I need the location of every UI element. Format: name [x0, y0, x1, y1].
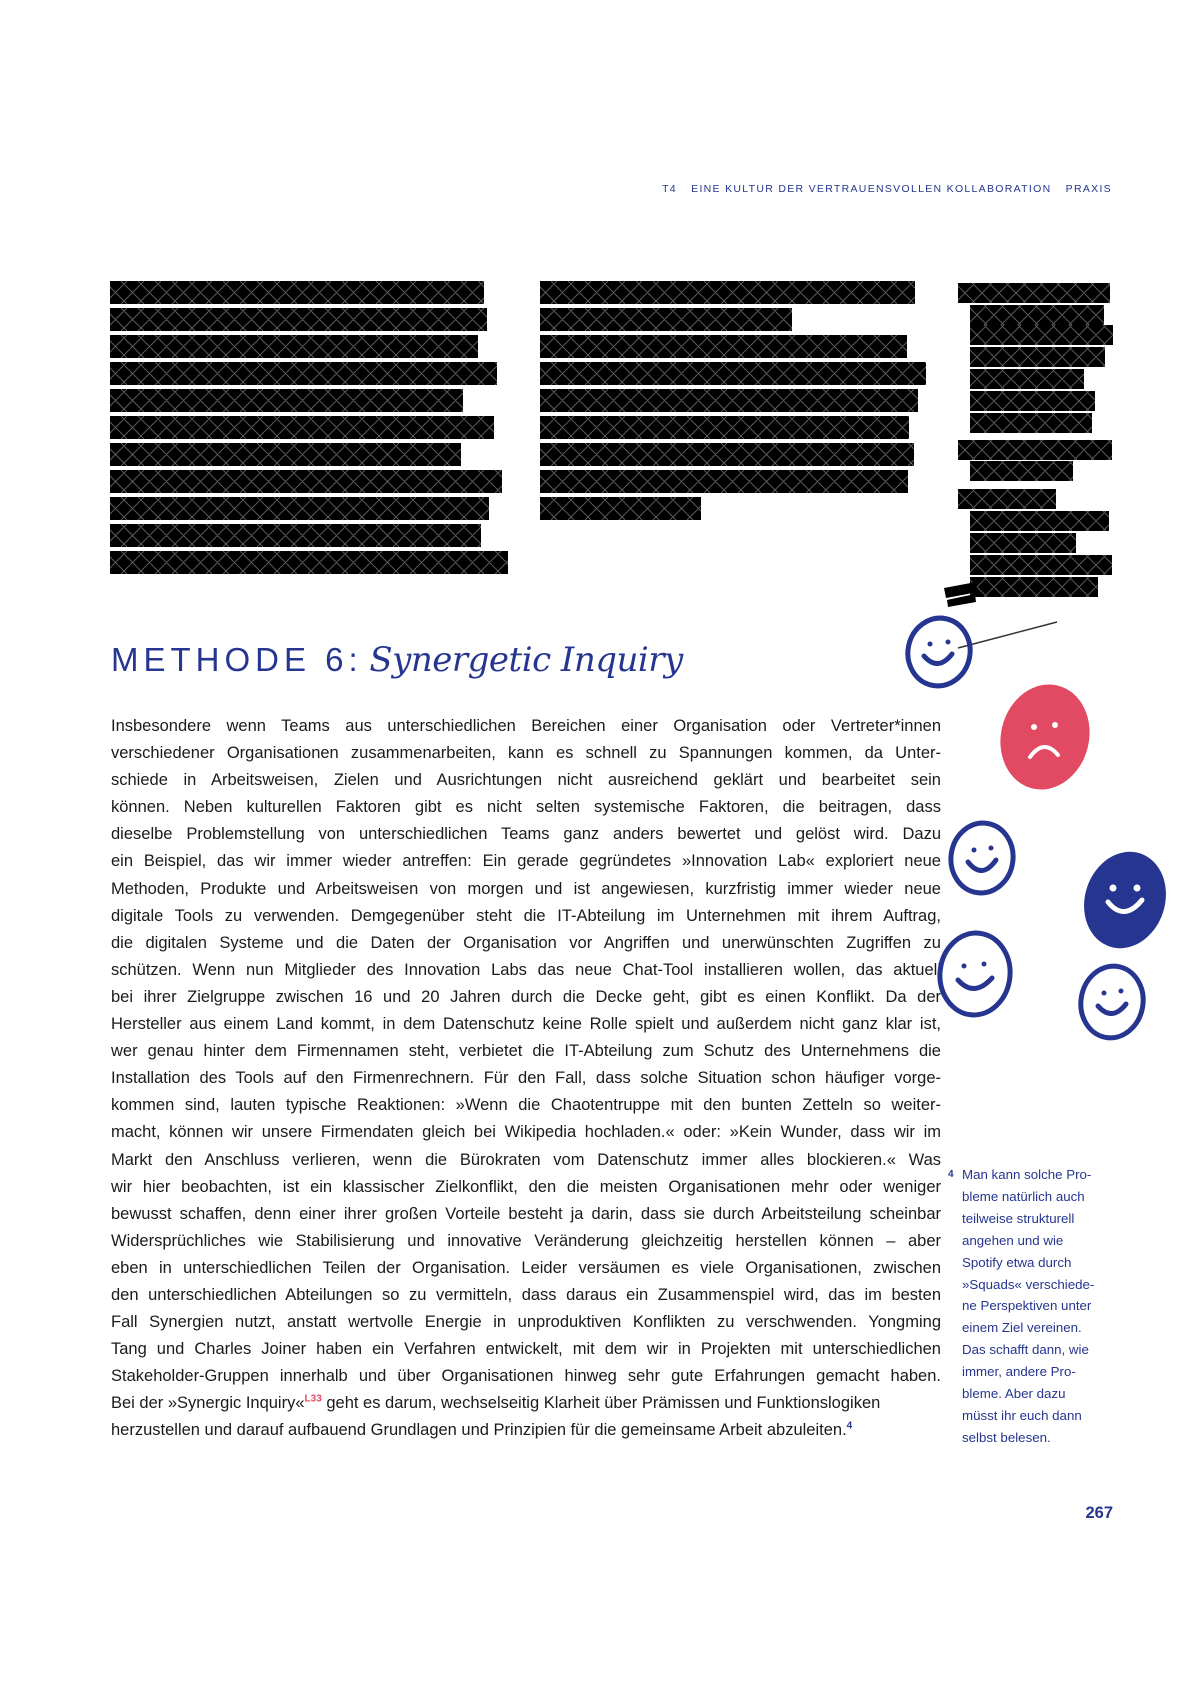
- redaction-bar: [970, 577, 1098, 597]
- redaction-bar: [970, 533, 1076, 553]
- method-heading-name: Synergetic Inquiry: [369, 640, 683, 680]
- body-text-segment: Bei der »Synergic Inquiry«: [111, 1394, 305, 1413]
- pointer-line: [958, 622, 1057, 648]
- redaction-bar: [970, 347, 1105, 367]
- redaction-bar: [970, 391, 1095, 411]
- redaction-bar: [970, 369, 1084, 389]
- smiley-face-icon: [902, 612, 977, 691]
- sidenote-line: immer, andere Pro-: [962, 1364, 1076, 1380]
- redaction-bar: [110, 470, 502, 493]
- body-line: Methoden, Produkte und Arbeitsweisen von morgen und ist angewiesen, kurzfristig immer wieder neue: [111, 879, 941, 898]
- sidenote-line: »Squads« verschiede-: [962, 1276, 1095, 1292]
- sidenote-line: Man kann solche Pro-: [962, 1167, 1092, 1182]
- redaction-bar: [110, 443, 461, 466]
- redaction-bar: [540, 416, 909, 439]
- method-heading: [111, 640, 683, 680]
- redaction-bar: [970, 305, 1104, 325]
- smiley-face-icon: [1075, 961, 1149, 1043]
- body-line: schiede in Arbeitsweisen, Zielen und Ausrichtungen nicht ausreichend geklärt und bearbeitet sein: [111, 771, 941, 790]
- redaction-bar: [110, 308, 487, 331]
- body-line: verschiedener Organisationen zusammenarbeiten, kann es schnell zu Spannungen kommen, da Unter-: [111, 744, 941, 763]
- body-line: Fall Synergien nutzt, anstatt wertvolle Energie in unproduktiven Konflikten zu verschwenden. Yongming: [111, 1313, 941, 1332]
- body-line: Insbesondere wenn Teams aus unterschiedlichen Bereichen einer Organisation oder Vertreter*innen: [111, 717, 941, 735]
- body-line: Stakeholder-Gruppen innerhalb und über Organisationen hinweg sehr gute Erfahrungen gemacht haben.: [111, 1367, 941, 1386]
- body-line: [111, 1417, 941, 1444]
- sidenote: [948, 1164, 1112, 1449]
- body-line: Markt den Anschluss verlieren, wenn die Bürokraten vom Datenschutz immer alles blockieren.« Was: [111, 1150, 941, 1169]
- body-line: Widersprüchliches wie Stabilisierung und innovative Veränderung gleichzeitig herstellen können – aber: [111, 1231, 941, 1250]
- body-paragraph: [111, 713, 941, 1445]
- redaction-bar: [540, 362, 926, 385]
- redaction-bar: [958, 440, 1112, 460]
- section-label: PRAXIS: [1065, 183, 1112, 195]
- redaction-bar: [540, 470, 908, 493]
- redaction-bar: [958, 283, 1110, 303]
- body-line: digitale Tools zu verwenden. Demgegenüber steht die IT-Abteilung im Unternehmen mit ihrem Auftrag,: [111, 906, 941, 925]
- redaction-bar: [110, 389, 463, 412]
- body-text-segment: herzustellen und darauf aufbauend Grundlagen und Prinzipien für die gemeinsame Arbeit abzuleiten.: [111, 1421, 847, 1440]
- body-line: können. Neben kulturellen Faktoren gibt es nicht selten systemische Faktoren, die beitragen, dass: [111, 798, 941, 817]
- redaction-bar: [540, 308, 792, 331]
- page-number: 267: [1085, 1504, 1113, 1522]
- redaction-bar: [110, 416, 494, 439]
- redaction-bar: [958, 489, 1056, 509]
- redaction-bar: [540, 497, 701, 520]
- sidenote-line: einem Ziel vereinen.: [962, 1320, 1082, 1336]
- method-heading-prefix: METHODE 6:: [111, 641, 363, 678]
- redaction-bar: [110, 281, 484, 304]
- sidenote-line: Spotify etwa durch: [962, 1254, 1072, 1270]
- body-line: Tang und Charles Joiner haben ein Verfahren entwickelt, mit dem wir in Projekten mit unterschiedlichen: [111, 1340, 941, 1359]
- body-line: bewusst schaffen, denn einer ihrer großen Vorteile besteht ja darin, dass sie durch Arbeitsteilung scheinbar: [111, 1204, 941, 1223]
- body-line: bei ihrer Zielgruppe zwischen 16 und 20 Jahren durch die Decke geht, gibt es einen Konflikt. Da der: [111, 987, 941, 1006]
- body-line: den unterschiedlichen Abteilungen so zu vermitteln, dass daraus ein Zusammenspiel wird, das im besten: [111, 1285, 941, 1304]
- body-line: Hersteller aus einem Land kommt, in dem Datenschutz keine Rolle spielt und außerdem nicht ganz klar ist,: [111, 1015, 941, 1034]
- redaction-bar: [110, 362, 497, 385]
- redaction-bar: [540, 443, 914, 466]
- citation-marker[interactable]: L33: [304, 1393, 322, 1405]
- body-line: eben in unterschiedlichen Teilen der Organisation. Leider versäumen es viele Organisationen, zwischen: [111, 1258, 941, 1277]
- redaction-bar: [970, 325, 1113, 345]
- redaction-bar: [970, 461, 1073, 481]
- redaction-bar: [540, 281, 915, 304]
- running-header: [662, 183, 1112, 195]
- body-line: macht, können wir unsere Firmendaten gleich bei Wikipedia hochladen.« oder: »Kein Wunder, dass wir im: [111, 1123, 941, 1142]
- chapter-code: T4: [662, 183, 677, 195]
- body-line: dieselbe Problemstellung von unterschiedlichen Teams ganz anders bewertet und gelöst wird. Dazu: [111, 825, 941, 844]
- sidenote-line: Das schafft dann, wie: [962, 1342, 1089, 1358]
- sidenote-line: angehen und wie: [962, 1232, 1064, 1248]
- body-line: ein Beispiel, das wir immer wieder antreffen: Ein gerade gegründetes »Innovation Lab« exploriert neue: [111, 852, 941, 871]
- chapter-title: EINE KULTUR DER VERTRAUENSVOLLEN KOLLABORATION: [691, 183, 1052, 195]
- redaction-bar: [970, 555, 1112, 575]
- body-text-segment: geht es darum, wechselseitig Klarheit über Prämissen und Funktionslogiken: [321, 1394, 881, 1413]
- redaction-bar: [540, 389, 918, 412]
- redaction-bar: [110, 551, 508, 574]
- redaction-bar: [110, 497, 489, 520]
- sidenote-line: ne Perspektiven unter: [962, 1298, 1092, 1314]
- redaction-bar: [970, 413, 1092, 433]
- sidenote-line: selbst belesen.: [962, 1429, 1051, 1445]
- body-line: schützen. Wenn nun Mitglieder des Innovation Labs das neue Chat-Tool installieren wollen, das aktuell: [111, 960, 941, 979]
- sad-face-icon: [989, 675, 1100, 799]
- redaction-bar: [540, 335, 907, 358]
- sidenote-line: müsst ihr euch dann: [962, 1407, 1082, 1423]
- body-line: wer genau hinter dem Firmennamen steht, verbietet die IT-Abteilung zum Schutz des Unternehmens die: [111, 1042, 941, 1061]
- smiley-face-filled-icon: [1072, 841, 1178, 959]
- body-line: [111, 1390, 941, 1417]
- body-line: die digitalen Systeme und die Daten der Organisation vor Angriffen und unerwünschten Zugriffen zu: [111, 933, 941, 952]
- sidenote-number: 4: [948, 1169, 954, 1180]
- sidenote-line: teilweise strukturell: [962, 1210, 1075, 1226]
- footnote-reference[interactable]: 4: [846, 1420, 853, 1432]
- sidenote-line: bleme natürlich auch: [962, 1188, 1085, 1204]
- smiley-face-icon: [936, 930, 1014, 1019]
- body-line: Installation des Tools auf den Firmenrechnern. Für den Fall, dass solche Situation schon häufiger vorge-: [111, 1069, 941, 1088]
- sidenote-line: bleme. Aber dazu: [962, 1386, 1066, 1402]
- redaction-bar: [970, 511, 1109, 531]
- redaction-bar: [110, 524, 481, 547]
- body-line: wir hier beobachten, ist ein klassischer Zielkonflikt, den die meisten Organisationen mehr oder weniger: [111, 1177, 941, 1196]
- redaction-bar: [110, 335, 478, 358]
- body-line: kommen sind, lauten typische Reaktionen: »Wenn die Chaotentruppe mit den bunten Zetteln so weiter-: [111, 1096, 941, 1115]
- smiley-face-icon: [946, 819, 1017, 897]
